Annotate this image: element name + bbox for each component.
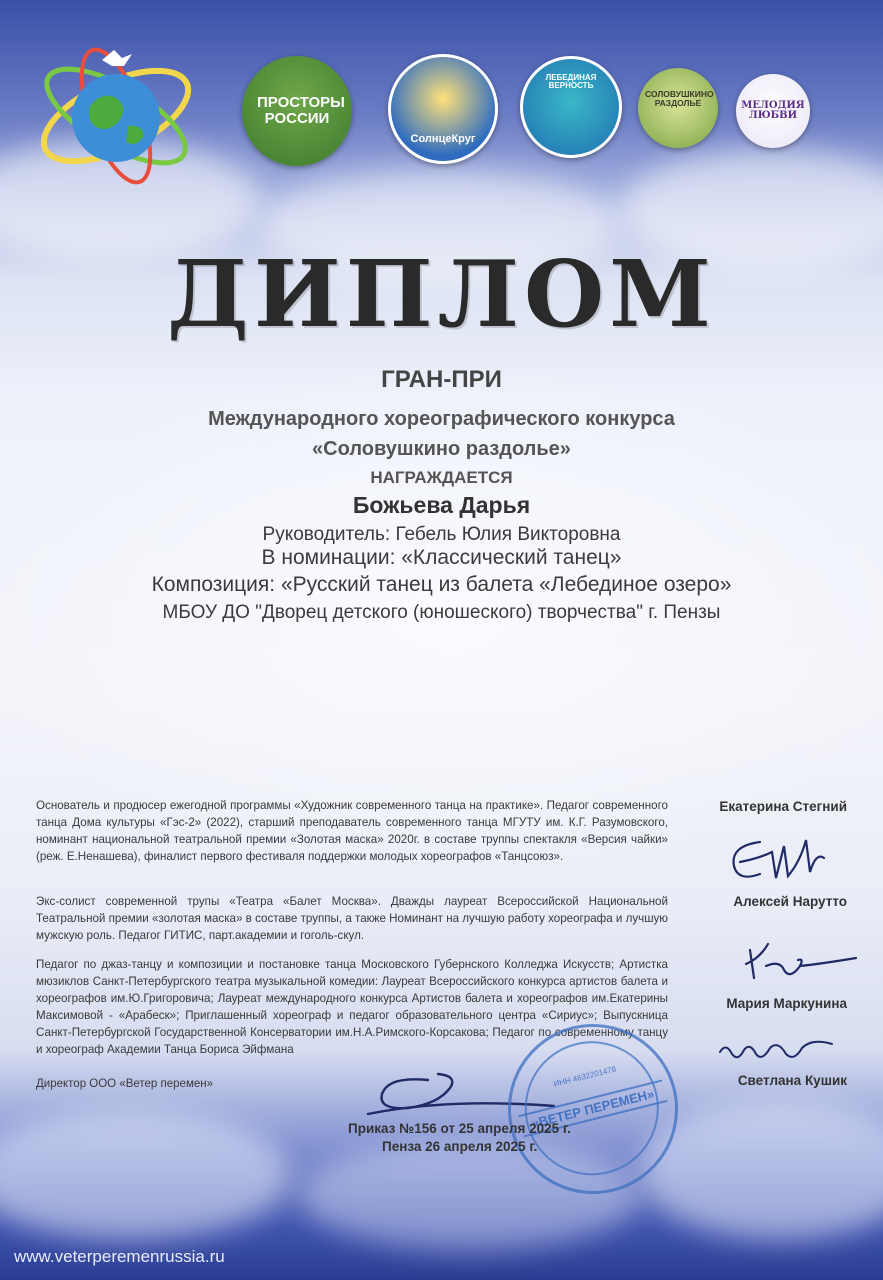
signer-name-1: Екатерина Стегний: [719, 799, 847, 814]
jury-bio-2: Экс-солист современной трупы «Театра «Балет Москва». Дважды лауреат Всероссийской Национальной Театральной премии «золотая маска» в составе труппы, а также Номинант на лучшую работу хореографа и лучшую мужскую роль. Педагог ГИТИС, парт.академии и гоголь-скул.: [36, 895, 668, 942]
diploma-title: ДИПЛОМ: [167, 240, 716, 348]
prostory-rossii-logo: ПРОСТОРЫ РОССИИ: [242, 56, 352, 166]
stamp-inn: ИНН 4632201478: [552, 1064, 618, 1089]
jury-bio-1: Основатель и продюсер ежегодной программы «Художник современного танца на практике». Педагог современного танца Дома культуры «Гэс-2» (2022), старший преподаватель современного танца МГУТУ им. К.Г. Разумовского, номинант национальной театральной премии «Золотая маска» 2020г. в составе труппы спектакля «Версия чайки» (реж. Е.Ненашева), финалист первого фестиваля поддержки молодых хореографов «Танцсоюз».: [36, 799, 668, 863]
nomination-line: В номинации: «Классический танец»: [261, 546, 622, 569]
lebedinaya-vernost-logo: ЛЕБЕДИНАЯ ВЕРНОСТЬ: [520, 56, 622, 158]
contest-name-line2: «Соловушкино раздолье»: [312, 438, 571, 460]
supervisor-line: Руководитель: Гебель Юлия Викторовна: [262, 524, 621, 545]
contest-name-line1: Международного хореографического конкурса: [208, 408, 675, 430]
solncekrug-logo: СолнцеКруг: [388, 54, 498, 164]
composition-line: Композиция: «Русский танец из балета «Лебединое озеро»: [151, 573, 732, 596]
cloud-decoration: [0, 1110, 290, 1240]
signer-name-2: Алексей Нарутто: [733, 894, 847, 909]
signature-3: [716, 1032, 836, 1072]
jury-bio-3: Педагог по джаз-танцу и композиции и постановке танца Московского Губернского Колледжа Искусств; Артистка мюзиклов Санкт-Петербургского театра музыкальной комедии: Лауреат Всероссийского конкурса артистов балета и хореографов им.Ю.Григоровича; Лауреат международного конкурса Артистов балета и хореографов им.Екатерины Максимовой - «Арабеск»; Приглашенный хореограф и педагог образовательного центра «Сириус»; Выпускница Санкт-Петербургской Государственной Консерватории им.Н.А.Римского-Корсакова; Педагог по современному танцу и хореограф Академии Танца Бориса Эйфмана: [36, 958, 668, 1056]
melodiya-lyubvi-logo: МЕЛОДИЯ ЛЮБВИ: [736, 74, 810, 148]
director-label: Директор ООО «Ветер перемен»: [36, 1078, 213, 1090]
institution-line: МБОУ ДО "Дворец детского (юношеского) творчества" г. Пензы: [162, 602, 721, 623]
award-title: ГРАН-ПРИ: [381, 366, 502, 393]
signer-name-4: Светлана Кушик: [737, 1073, 847, 1088]
solovushkino-logo: СОЛОВУШКИНО РАЗДОЛЬЕ: [638, 68, 718, 148]
signer-name-3: Мария Маркунина: [726, 996, 847, 1011]
website-url[interactable]: www.veterperemenrussia.ru: [14, 1247, 225, 1266]
globe-logo: [32, 36, 200, 186]
signature-2: [740, 930, 860, 990]
order-line: Приказ №156 от 25 апреля 2025 г.: [348, 1121, 571, 1136]
place-date-line: Пенза 26 апреля 2025 г.: [382, 1139, 538, 1154]
stamp-center-text: «ВЕТЕР ПЕРЕМЕН»: [518, 1079, 667, 1137]
signature-1: [720, 822, 830, 892]
awarded-label: НАГРАЖДАЕТСЯ: [370, 468, 513, 487]
recipient-name: Божьева Дарья: [352, 492, 531, 518]
